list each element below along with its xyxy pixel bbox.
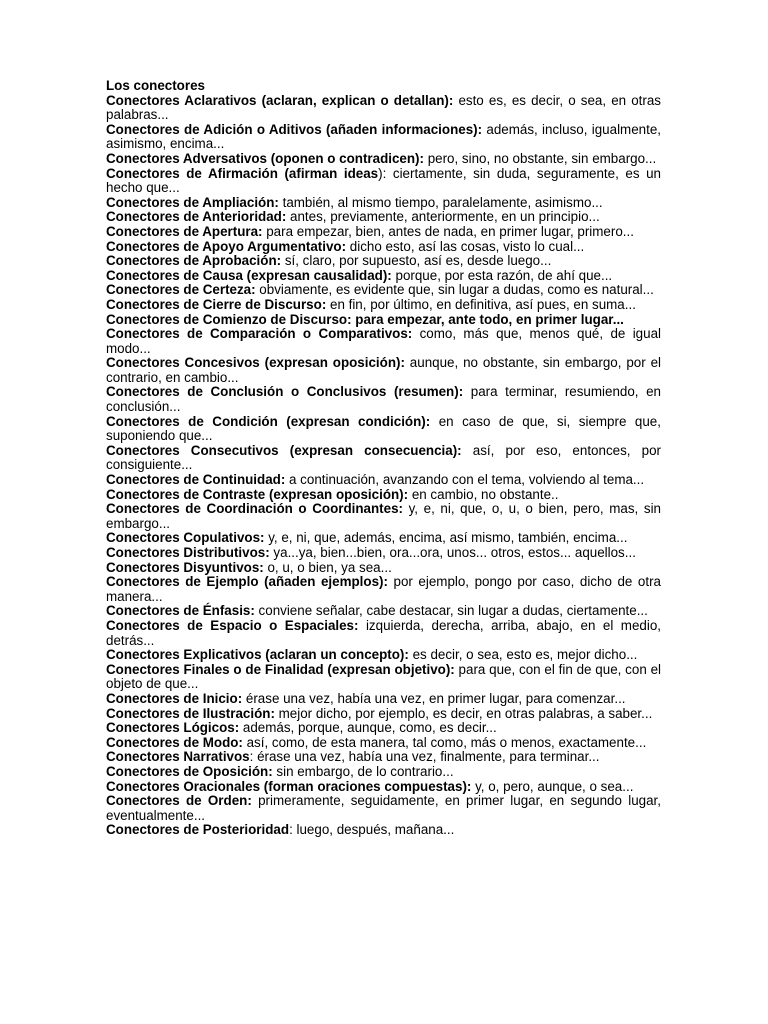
connector-examples: es decir, o sea, esto es, mejor dicho... [408,647,638,663]
connector-examples: también, al mismo tiempo, paralelamente, asimismo... [278,194,603,210]
connector-entry [106,385,661,414]
connector-examples: y, o, pero, aunque, o sea... [471,778,634,794]
connector-entry [106,663,661,692]
connector-examples: obviamente, es evidente que, sin lugar a dudas, como es natural... [255,282,654,298]
connector-term: Conectores Concesivos (expresan oposición): [106,355,405,371]
connector-term: Conectores Disyuntivos: [106,559,264,575]
connector-entry [106,298,661,313]
document-title: Los conectores [106,78,205,93]
connector-term: Conectores Narrativos [106,749,250,765]
connector-list [106,94,661,838]
connector-term: Conectores de Apertura: [106,223,263,239]
connector-term: Conectores de Certeza: [106,282,256,298]
connector-term: Conectores de Orden: [106,793,252,809]
connector-entry [106,283,661,298]
connector-entry [106,765,661,780]
connector-entry [106,327,661,356]
connector-entry [106,123,661,152]
connector-entry [106,707,661,722]
connector-entry [106,736,661,751]
connector-entry [106,225,661,240]
connector-term: Conectores Explicativos (aclaran un concepto): [106,647,409,663]
connector-term: Conectores Copulativos: [106,530,265,546]
connector-term: Conectores Lógicos: [106,720,240,736]
connector-entry [106,648,661,663]
connector-examples: en caso de que, si, siempre que, suponiendo que... [106,413,661,444]
connector-term: Conectores de Posterioridad [106,822,290,838]
connector-examples: dicho esto, así las cosas, visto lo cual... [346,238,585,254]
connector-entry [106,313,661,328]
connector-term: Conectores de Ampliación: [106,194,279,210]
document-page [106,79,661,838]
connector-examples: antes, previamente, anteriormente, en un principio... [286,209,600,225]
connector-examples: érase una vez, había una vez, en primer lugar, para comenzar... [242,690,626,706]
connector-entry [106,546,661,561]
connector-examples: aunque, no obstante, sin embargo, por el contrario, en cambio... [106,355,661,385]
connector-examples: además, incluso, igualmente, asimismo, encima... [106,121,661,152]
connector-entry [106,531,661,546]
connector-term: Conectores de Cierre de Discurso: [106,296,327,312]
connector-examples: conviene señalar, cabe destacar, sin lugar a dudas, ciertamente... [254,603,648,619]
connector-examples: esto es, es decir, o sea, en otras palabras... [106,92,661,123]
connector-entry [106,823,661,838]
connector-examples: para empezar, bien, antes de nada, en primer lugar, primero... [262,223,634,239]
connector-entry [106,94,661,123]
connector-term: Conectores Oracionales (forman oraciones compuestas): [106,778,472,794]
connector-entry [106,502,661,531]
connector-examples: primeramente, seguidamente, en primer lugar, en segundo lugar, eventualmente... [106,793,661,823]
connector-term: Conectores de Ilustración: [106,705,275,721]
connector-examples: en cambio, no obstante.. [408,486,559,502]
connector-examples: : luego, después, mañana... [289,822,455,838]
connector-entry [106,196,661,211]
connector-examples: en fin, por último, en definitiva, así pues, en suma... [326,296,636,312]
connector-entry [106,794,661,823]
connector-term: Conectores de Coordinación o Coordinantes: [106,501,403,517]
connector-examples: a continuación, avanzando con el tema, volviendo al tema... [285,472,645,488]
connector-entry [106,721,661,736]
connector-term: Conectores de Inicio: [106,690,243,706]
connector-examples: ): ciertamente, sin duda, seguramente, es un hecho que... [106,165,661,196]
connector-entry [106,488,661,503]
connector-term: Conectores Aclarativos (aclaran, explican o detallan): [106,92,454,108]
connector-term: Conectores de Anterioridad: [106,209,287,225]
connector-entry [106,575,661,604]
connector-entry [106,750,661,765]
connector-entry [106,444,661,473]
connector-examples: además, porque, aunque, como, es decir... [239,720,497,736]
connector-examples: y, e, ni, que, además, encima, así mismo, también, encima... [264,530,628,546]
connector-examples: mejor dicho, por ejemplo, es decir, en otras palabras, a saber... [274,705,653,721]
connector-examples: para terminar, resumiendo, en conclusión... [106,384,661,415]
connector-term: Conectores de Conclusión o Conclusivos (resumen): [106,384,464,400]
connector-term: Conectores Finales o de Finalidad (expresan objetivo): [106,661,455,677]
connector-examples: sí, claro, por supuesto, así es, desde luego... [281,253,552,269]
connector-entry [106,269,661,284]
connector-term: Conectores de Espacio o Espaciales: [106,617,359,633]
connector-term: Conectores de Aprobación: [106,253,282,269]
connector-examples: : érase una vez, había una vez, finalmente, para terminar... [249,749,600,765]
connector-examples: pero, sino, no obstante, sin embargo... [423,150,657,166]
connector-entry [106,473,661,488]
connector-term: Conectores de Condición (expresan condición): [106,413,431,429]
connector-term: Conectores de Continuidad: [106,472,286,488]
connector-examples: como, más que, menos qué, de igual modo... [106,326,661,356]
connector-term: Conectores Adversativos (oponen o contradicen): [106,150,424,166]
connector-term: Conectores de Comparación o Comparativos: [106,326,413,342]
connector-entry [106,619,661,648]
connector-term: Conectores de Apoyo Argumentativo: [106,238,347,254]
connector-examples: y, e, ni, que, o, u, o bien, pero, mas, sin embargo... [106,501,661,531]
connector-entry [106,604,661,619]
connector-entry [106,152,661,167]
connector-examples: izquierda, derecha, arriba, abajo, en el medio, detrás... [106,617,661,648]
connector-entry [106,780,661,795]
connector-term: Conectores de Modo: [106,734,243,750]
connector-term: Conectores de Contraste (expresan oposición): [106,486,409,502]
connector-term: Conectores de Ejemplo (añaden ejemplos): [106,574,388,590]
connector-entry [106,210,661,225]
connector-entry [106,240,661,255]
connector-term: Conectores de Énfasis: [106,603,255,619]
connector-examples: por ejemplo, pongo por caso, dicho de otra manera... [106,574,661,604]
connector-examples: para que, con el fin de que, con el objeto de que... [106,661,661,692]
connector-examples: así, por eso, entonces, por consiguiente... [106,442,661,473]
connector-examples: sin embargo, de lo contrario... [272,763,454,779]
connector-term: Conectores Consecutivos (expresan consecuencia): [106,442,462,458]
connector-entry [106,561,661,576]
connector-examples: porque, por esta razón, de ahí que... [391,267,613,283]
connector-entry [106,415,661,444]
connector-term: Conectores de Oposición: [106,763,273,779]
connector-term: Conectores de Afirmación (afirman ideas [106,165,379,181]
connector-entry [106,692,661,707]
connector-examples: ya...ya, bien...bien, ora...ora, unos... otros, estos... aquellos... [269,545,636,560]
connector-entry [106,356,661,385]
connector-entry [106,254,661,269]
connector-entry [106,167,661,196]
connector-examples: o, u, o bien, ya sea... [263,559,392,575]
connector-term: Conectores de Causa (expresan causalidad): [106,267,392,283]
connector-examples: así, como, de esta manera, tal como, más o menos, exactamente... [242,734,647,750]
connector-term: Conectores Distributivos: [106,545,270,560]
connector-term: Conectores de Adición o Aditivos (añaden informaciones): [106,121,483,137]
connector-term: Conectores de Comienzo de Discurso: para empezar, ante todo, en primer lugar... [106,311,624,327]
